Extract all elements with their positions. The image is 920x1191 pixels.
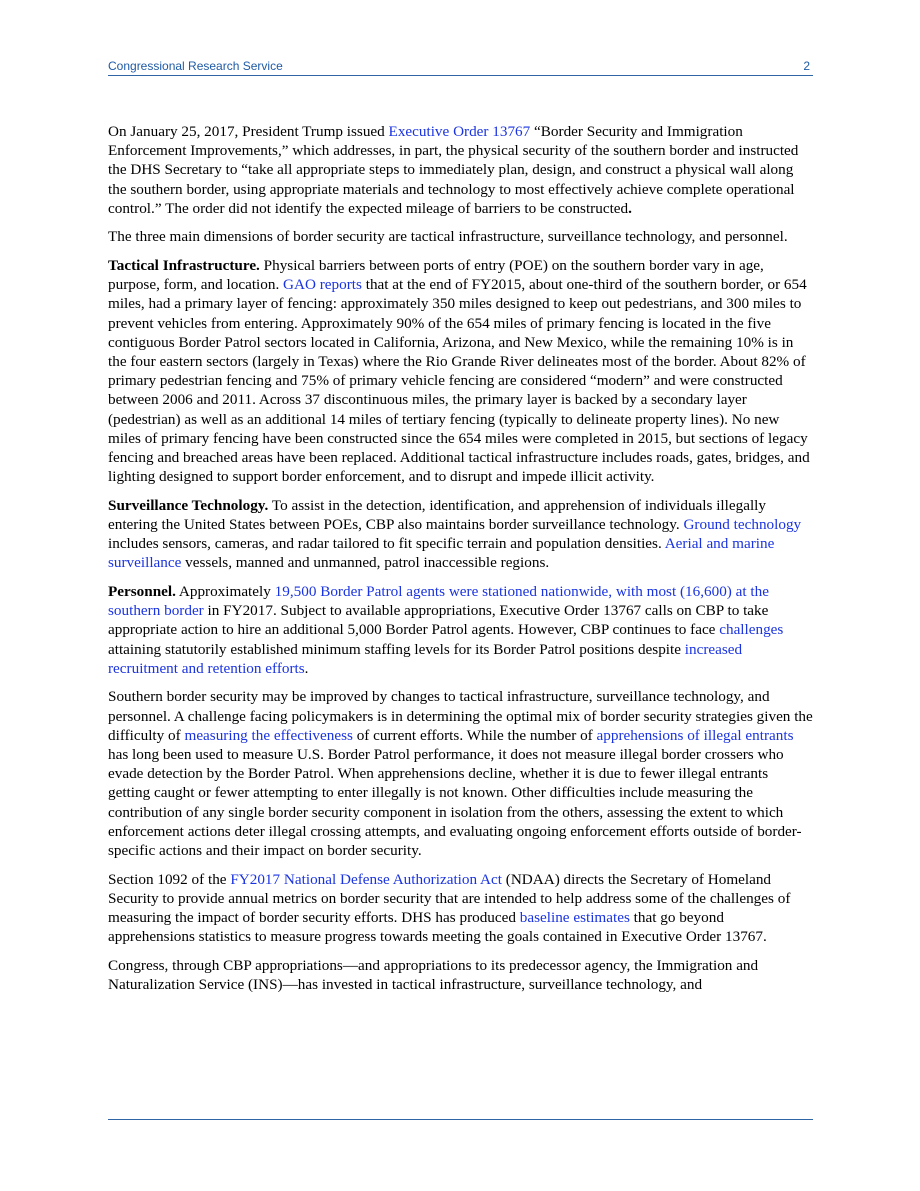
link-aerial-marine-surveillance[interactable]: Aerial and marine surveillance (108, 535, 775, 572)
heading-tactical-infrastructure: Tactical Infrastructure. (108, 257, 260, 274)
page-number: 2 (803, 59, 810, 73)
link-fy2017-ndaa[interactable]: FY2017 National Defense Authorization Act (230, 870, 502, 888)
link-executive-order-13767[interactable]: Executive Order 13767 (388, 123, 531, 140)
paragraph-executive-order: On January 25, 2017, President Trump issued Executive Order 13767 “Border Security and Immigration Enforcement Improvements,” which addresses, in part, the physical security of the southern border and instructed the DHS Secretary to “take all appropriate steps to immediately plan, design, and construct a physical wall along the southern border, using appropriate materials and technology to most effectively achieve complete operational control.” The order did not identify the expected mileage of barriers to be constructed. (108, 123, 799, 217)
link-gao-reports[interactable]: GAO reports (283, 276, 362, 294)
paragraph-ndaa: Section 1092 of the FY2017 National Defense Authorization Act (NDAA) directs the Secretary of Homeland Security to provide annual metrics on border security that are intended to help address some of the challenges of measuring the impact of border security efforts. DHS has produced baseline estimates that go beyond apprehensions statistics to measure progress towards meeting the goals contained in Executive Order 13767. (108, 870, 791, 946)
heading-personnel: Personnel. (108, 583, 176, 601)
link-ground-technology[interactable]: Ground technology (683, 516, 802, 534)
report-source: Congressional Research Service (108, 59, 283, 73)
link-measuring-effectiveness[interactable]: measuring the effectiveness (184, 726, 353, 744)
page-header (108, 58, 813, 76)
link-apprehensions[interactable]: apprehensions of illegal entrants (596, 726, 794, 744)
paragraph-congress-appropriations: Congress, through CBP appropriations—and appropriations to its predecessor agency, the Immigration and Naturalization Service (INS)—has invested in tactical infrastructure, surveillance technology, and (108, 956, 759, 994)
body-text (108, 122, 813, 1004)
footer-rule (108, 1119, 813, 1120)
link-baseline-estimates[interactable]: baseline estimates (519, 909, 630, 927)
link-recruitment-retention[interactable]: increased recruitment and retention efforts (108, 640, 743, 677)
heading-surveillance-technology: Surveillance Technology. (108, 496, 269, 514)
link-challenges[interactable]: challenges (719, 621, 784, 639)
paragraph-tactical-infrastructure: Tactical Infrastructure. Physical barriers between ports of entry (POE) on the southern border vary in age, purpose, form, and location. GAO reports that at the end of FY2015, about one-third of the southern border, or 654 miles, had a primary layer of fencing: approximately 350 miles designed to keep out pedestrians, and 300 miles to prevent vehicles from entering. Approximately 90% of the 654 miles of primary fencing is located in the five contiguous Border Patrol sectors located in California, Arizona, and New Mexico, while the remaining 10% is in the four eastern sectors (largely in Texas) where the Rio Grande River delineates most of the border. About 82% of primary pedestrian fencing and 75% of primary vehicle fencing are considered “modern” and were constructed between 2006 and 2011. Across 37 discontinuous miles, the primary layer is backed by a secondary layer (pedestrian) as well as an additional 14 miles of tertiary fencing (typically to delineate property lines). No new miles of primary fencing have been constructed since the 654 miles were completed in 2015, but sections of legacy fencing and breached areas have been replaced. Additional tactical infrastructure includes roads, gates, bridges, and lighting designed to support border enforcement, and to disrupt and impede illicit activity. (108, 257, 810, 486)
paragraph-surveillance-technology: Surveillance Technology. To assist in the detection, identification, and apprehension of individuals illegally entering the United States between POEs, CBP also maintains border surveillance technology. Ground technology includes sensors, cameras, and radar tailored to fit specific terrain and population densities. Aerial and marine surveillance vessels, manned and unmanned, patrol inaccessible regions. (108, 496, 802, 572)
paragraph-dimensions: The three main dimensions of border security are tactical infrastructure, surveillance technology, and personnel. (108, 228, 788, 246)
link-border-patrol-agents[interactable]: 19,500 Border Patrol agents were stationed nationwide, with most (16,600) at the southern border (108, 583, 769, 620)
paragraph-southern-border-security: Southern border security may be improved by changes to tactical infrastructure, surveillance technology, and personnel. A challenge facing policymakers is in determining the optimal mix of border security strategies given the difficulty of measuring the effectiveness of current efforts. While the number of apprehensions of illegal entrants has long been used to measure U.S. Border Patrol performance, it does not measure illegal border crossers who evade detection by the Border Patrol. When apprehensions decline, whether it is due to fewer illegal entrants getting caught or fewer attempting to enter illegally is not known. Other difficulties include measuring the contribution of any single border security component in isolation from the others, assessing the extent to which enforcement actions deter illegal crossing attempts, and evaluating ongoing enforcement efforts outside of border-specific actions and their impact on border security. (108, 688, 813, 860)
paragraph-personnel: Personnel. Approximately 19,500 Border Patrol agents were stationed nationwide, with most (16,600) at the southern border in FY2017. Subject to available appropriations, Executive Order 13767 calls on CBP to take appropriate action to hire an additional 5,000 Border Patrol agents. However, CBP continues to face challenges attaining statutorily established minimum staffing levels for its Border Patrol positions despite increased recruitment and retention efforts. (108, 583, 784, 677)
